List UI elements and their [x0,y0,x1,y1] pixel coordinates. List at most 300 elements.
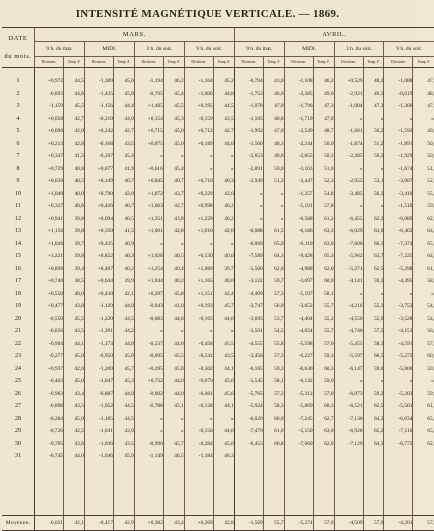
temperature-cell: » [413,288,434,301]
divisions-cell: -1,592 [384,125,413,138]
temperature-cell: 44,4 [113,100,134,113]
divisions-cell: -2,653 [234,150,263,163]
divisions-cell: +0,845 [134,175,163,188]
mean-cell: 42,9 [113,515,134,530]
table-row [2,175,434,188]
temperature-cell: 60,3 [313,400,334,413]
divisions-cell: +0,193 [184,300,213,313]
temperature-cell: 55, [413,188,434,201]
temperature-cell: 50,2 [363,125,384,138]
temperature-cell: 42,0 [213,188,234,201]
divisions-cell: » [234,188,263,201]
divisions-cell: » [134,325,163,338]
temperature-cell: » [363,113,384,126]
temperature-cell: 40,5 [163,250,184,263]
temperature-cell: 45,4 [113,150,134,163]
temperature-cell: 44,1 [213,363,234,376]
divisions-cell: -0,241 [184,350,213,363]
temperature-cell: 47, [413,75,434,88]
temperature-cell: 44,5 [113,400,134,413]
divisions-cell: +0,550 [35,288,64,301]
divisions-cell: +0,941 [35,213,64,226]
temperature-cell: » [363,375,384,388]
temperature-cell: 39,7 [64,238,85,251]
divisions-cell: -3,501 [234,325,263,338]
temperature-cell: 40,8 [64,163,85,176]
temperature-cell: 65,0 [263,238,284,251]
divisions-cell: -1,149 [134,450,163,463]
divisions-cell: -0,502 [184,363,213,376]
temperature-cell: 42,5 [64,425,85,438]
divisions-cell: -9,428 [284,250,313,263]
divisions-cell: +0,149 [84,175,113,188]
temperature-cell: 45,0 [64,375,85,388]
mean-cell: -5,274 [284,515,313,530]
divisions-cell: -0,683 [134,313,163,326]
temperature-cell: 42,7 [113,125,134,138]
divisions-cell: +0,347 [35,150,64,163]
temperature-cell: 40,7 [113,200,134,213]
temperature-cell: 52,3 [313,175,334,188]
table-row [2,200,434,213]
divisions-cell: » [234,213,263,226]
temperature-cell: 64, [413,250,434,263]
temperature-cell: » [163,413,184,426]
table-row [2,375,434,388]
divisions-cell: » [334,113,363,126]
day-cell: 15 [15,253,21,259]
divisions-cell: -7,600 [334,238,363,251]
period-header: MIDI. [284,42,334,57]
temperature-cell: 42,7 [64,113,85,126]
divisions-subheader: Divisions. [234,57,263,68]
divisions-cell: » [384,375,413,388]
temperature-cell: 42,0 [113,188,134,201]
temperature-cell: 47, [413,100,434,113]
temperature-cell: 60,5 [363,350,384,363]
divisions-cell: -4,988 [284,263,313,276]
temperature-cell: 38,5 [64,275,85,288]
day-cell: 25 [15,378,21,384]
day-cell: 20 [15,315,21,322]
month-header-march: MARS. [35,28,235,42]
temperature-cell: 61,5 [263,225,284,238]
temperature-cell: » [213,163,234,176]
table-row [2,238,434,251]
temperature-cell: 41,0 [163,300,184,313]
divisions-cell: -0,726 [35,425,64,438]
temperature-cell: 53,1 [363,175,384,188]
temperature-cell: 62,0 [313,438,334,451]
divisions-cell: -3,447 [284,175,313,188]
divisions-cell: -6,455 [234,438,263,451]
divisions-cell: » [334,163,363,176]
divisions-cell: -1,269 [84,363,113,376]
temperature-cell: 40,7 [163,175,184,188]
divisions-cell: +0,350 [84,225,113,238]
mean-cell: 43,4 [163,515,184,530]
temperature-cell: 41,9 [113,163,134,176]
divisions-subheader: Divisions. [134,57,163,68]
divisions-cell: +0,729 [35,163,64,176]
temperature-cell: 42,8 [64,138,85,151]
temperature-cell: 63,0 [313,238,334,251]
divisions-cell: +0,327 [35,200,64,213]
temperature-cell: » [163,425,184,438]
temperature-cell: 54,8 [313,188,334,201]
divisions-cell: +0,096 [35,125,64,138]
temperature-cell: 55,8 [263,338,284,351]
divisions-cell: +0,077 [84,163,113,176]
period-header: 3 h. du soir. [334,42,384,57]
temperature-cell: 59,0 [313,375,334,388]
divisions-cell: -0,950 [84,350,113,363]
divisions-cell: -3,528 [384,313,413,326]
temperature-cell: 59,3 [263,363,284,376]
table-row [2,400,434,413]
temperature-cell: 65, [413,238,434,251]
divisions-cell: -5,806 [384,363,413,376]
divisions-cell: +0,712 [184,125,213,138]
temperature-cell: 40,6 [263,150,284,163]
divisions-cell: -5,298 [384,263,413,276]
temperature-cell: 44,5 [64,75,85,88]
table-row [2,225,434,238]
divisions-cell: -4,555 [234,338,263,351]
divisions-cell: -7,129 [334,438,363,451]
temperature-cell: 59, [413,363,434,376]
temperature-cell: 49,3 [363,88,384,101]
temperature-cell: 43,6 [64,438,85,451]
divisions-cell: -7,374 [384,238,413,251]
day-cell: 3 [16,103,20,109]
divisions-cell [334,450,363,463]
divisions-cell: -0,458 [184,338,213,351]
temperature-cell: 62,0 [263,263,284,276]
divisions-cell: +1,221 [35,250,64,263]
temperature-cell: 64,3 [363,438,384,451]
temperature-cell: 59, [413,388,434,401]
temperature-cell: » [213,150,234,163]
temperature-cell: 65, [413,413,434,426]
temperature-cell: 46,2 [163,75,184,88]
divisions-cell: -4,550 [334,313,363,326]
day-cell: 11 [15,203,21,209]
table-row [2,113,434,126]
temperature-cell: 44,0 [163,375,184,388]
divisions-cell: -1,078 [234,100,263,113]
table-row [2,188,434,201]
date-column-header [2,28,35,68]
temperature-cell [413,450,434,463]
temperature-cell: 45,3 [163,113,184,126]
divisions-cell: » [134,150,163,163]
temperature-cell: 50,0 [313,138,334,151]
divisions-cell: -0,643 [134,300,163,313]
day-cell: 31 [15,453,21,459]
divisions-cell: -0,898 [35,400,64,413]
divisions-cell: -2,385 [334,150,363,163]
divisions-cell [234,450,263,463]
table-row [2,300,434,313]
day-cell: 2 [16,90,20,97]
temperature-cell: 59,7 [263,275,284,288]
temperature-cell: 56,3 [363,188,384,201]
divisions-cell: -1,185 [84,413,113,426]
divisions-cell: -7,060 [284,438,313,451]
divisions-cell: -0,284 [184,438,213,451]
temperature-cell: 65,2 [363,425,384,438]
temperature-cell: 42,7 [163,200,184,213]
date-header-line2: du mois. [4,53,32,60]
temperature-cell: 49, [413,125,434,138]
mean-cell: -4,509 [334,515,363,530]
temperature-cell: 59,0 [363,363,384,376]
divisions-cell: +1,010 [184,225,213,238]
divisions-cell: -3,607 [384,175,413,188]
divisions-cell: » [184,325,213,338]
divisions-cell: +0,740 [35,275,64,288]
temperature-cell: » [163,325,184,338]
temperature-cell: 49,0 [313,88,334,101]
day-cell: 1 [16,78,20,84]
temperature-cell: 50,2 [363,150,384,163]
divisions-cell: -6,073 [334,388,363,401]
divisions-cell: -1,105 [234,113,263,126]
divisions-cell: -0,165 [184,313,213,326]
temperature-cell: 44,0 [64,450,85,463]
divisions-cell: » [134,425,163,438]
divisions-cell: -1,710 [284,113,313,126]
temperature-cell: 45,4 [163,163,184,176]
divisions-cell: » [184,150,213,163]
divisions-cell: -4,404 [284,313,313,326]
divisions-cell: -1,681 [334,125,363,138]
divisions-cell: -0,904 [35,338,64,351]
divisions-cell: -1,036 [84,438,113,451]
temperature-cell: 57,3 [263,388,284,401]
mean-cell: -0,417 [84,515,113,530]
temperature-cell: 61,0 [263,425,284,438]
divisions-cell: -3,695 [234,313,263,326]
temperature-subheader: Temp. F. [363,57,384,68]
day-cell: 29 [15,428,21,434]
temperature-cell: 46,0 [263,88,284,101]
divisions-cell: +0,195 [184,100,213,113]
divisions-cell: +1,028 [134,250,163,263]
temperature-cell: » [363,200,384,213]
temperature-cell: 44,8 [213,88,234,101]
divisions-cell: -2,747 [234,300,263,313]
divisions-cell: -0,002 [134,388,163,401]
divisions-cell: -2,955 [334,175,363,188]
divisions-cell: -0,856 [35,325,64,338]
divisions-cell: -4,746 [334,325,363,338]
divisions-cell: -1,194 [134,75,163,88]
divisions-cell: -3,122 [234,275,263,288]
divisions-cell: -3,163 [284,163,313,176]
divisions-cell: -7,245 [284,413,313,426]
divisions-cell: -0,537 [134,338,163,351]
temperature-cell: 45,5 [163,350,184,363]
temperature-cell: 45,0 [163,363,184,376]
temperature-cell: 43,8 [163,213,184,226]
temperature-cell: 61,2 [313,213,334,226]
divisions-cell: -7,136 [334,413,363,426]
temperature-cell: 50, [413,150,434,163]
temperature-cell: 44,5 [213,100,234,113]
divisions-cell: -5,545 [234,375,263,388]
temperature-cell: 63,7 [363,250,384,263]
temperature-cell: 40,0 [64,188,85,201]
temperature-cell: 48,2 [363,75,384,88]
temperature-cell: 60,0 [313,275,334,288]
divisions-cell: -6,588 [284,213,313,226]
temperature-cell: 59, [413,200,434,213]
divisions-cell: -1,052 [84,400,113,413]
temperature-cell: » [413,113,434,126]
divisions-cell: -3,410 [384,188,413,201]
table-row [2,125,434,138]
temperature-cell [363,450,384,463]
mean-cell: 57, [413,515,434,530]
temperature-cell: 45,0 [113,350,134,363]
divisions-cell: -1,753 [234,88,263,101]
day-cell: 19 [15,303,21,309]
temperature-cell: 64,3 [363,413,384,426]
divisions-cell: +0,425 [84,238,113,251]
temperature-cell: 58,3 [363,338,384,351]
divisions-cell: » [184,238,213,251]
temperature-cell: 46,5 [163,450,184,463]
divisions-cell: +1,351 [134,213,163,226]
divisions-cell: -6,928 [334,425,363,438]
temperature-cell: 52, [413,175,434,188]
temperature-cell: 55,7 [313,325,334,338]
temperature-cell: 59,3 [313,350,334,363]
divisions-cell: -2,921 [334,88,363,101]
divisions-cell: +0,213 [35,138,64,151]
temperature-subheader: Temp. F. [213,57,234,68]
temperature-cell: 45,5 [163,100,184,113]
divisions-cell: -6,110 [284,238,313,251]
temperature-cell: 63,0 [363,225,384,238]
table-row [2,288,434,301]
temperature-cell: 44,0 [163,338,184,351]
day-cell: 24 [15,365,21,372]
temperature-cell: 50,0 [263,163,284,176]
table-row [2,388,434,401]
day-cell: 27 [15,403,21,409]
temperature-cell: 61, [413,400,434,413]
divisions-cell: +0,189 [184,138,213,151]
divisions-cell: -2,949 [234,175,263,188]
temperature-cell: 42,8 [163,225,184,238]
temperature-cell: » [213,325,234,338]
divisions-subheader: Divisions. [334,57,363,68]
temperature-cell: 57,8 [313,200,334,213]
temperature-cell: 46,2 [313,75,334,88]
divisions-cell: -6,165 [234,363,263,376]
table-row [2,88,434,101]
day-cell: 12 [15,215,21,222]
temperature-cell: 62,0 [313,263,334,276]
mean-cell: 57,9 [363,515,384,530]
divisions-cell: -6,227 [284,350,313,363]
divisions-cell: +1,165 [184,275,213,288]
temperature-cell: 48,7 [313,125,334,138]
spacer-row [2,68,434,76]
divisions-cell: -0,705 [35,438,64,451]
divisions-cell: -4,409 [234,288,263,301]
divisions-cell: +1,254 [134,263,163,276]
temperature-cell: 63,3 [313,225,334,238]
divisions-cell: » [334,288,363,301]
table-row [2,413,434,426]
divisions-cell: +1,040 [35,188,64,201]
period-header: 3 h. du soir. [134,42,184,57]
table-row [2,450,434,463]
divisions-cell: -1,047 [84,375,113,388]
temperature-cell: 43,7 [163,188,184,201]
divisions-cell: -3,752 [384,300,413,313]
temperature-cell: 57,0 [313,338,334,351]
temperature-cell: 62, [413,213,434,226]
divisions-cell: +1,063 [134,200,163,213]
temperature-cell: » [363,163,384,176]
divisions-cell: -6,029 [334,225,363,238]
day-cell: 28 [15,415,21,422]
divisions-cell: -6,402 [384,225,413,238]
temperature-cell: 58,1 [263,375,284,388]
divisions-cell: +0,207 [134,288,163,301]
divisions-cell: » [334,375,363,388]
temperature-cell: 44,1 [64,338,85,351]
temperature-cell: 45,5 [64,100,85,113]
temperature-cell: 48, [413,88,434,101]
temperature-cell: 53,7 [263,313,284,326]
divisions-cell: -1,560 [234,138,263,151]
temperature-cell: 40,9 [113,238,134,251]
temperature-cell: 45,6 [213,388,234,401]
divisions-cell: -0,168 [84,138,113,151]
temperature-cell: 45,1 [163,400,184,413]
temperature-cell: » [263,188,284,201]
divisions-cell: +0,972 [35,75,64,88]
divisions-cell: +0,529 [334,75,363,88]
divisions-cell: +0,075 [134,138,163,151]
temperature-cell [263,450,284,463]
temperature-cell: 40,7 [113,175,134,188]
divisions-cell: -3,485 [334,188,363,201]
divisions-cell [384,450,413,463]
temperature-cell: 60,8 [263,438,284,451]
temperature-cell: 57,3 [263,288,284,301]
temperature-cell: 45,7 [163,438,184,451]
temperature-cell: 43,5 [64,325,85,338]
table-row [2,325,434,338]
divisions-cell: -3,456 [234,350,263,363]
divisions-cell: +1,046 [35,238,64,251]
divisions-cell: -6,186 [284,225,313,238]
temperature-cell: 44,0 [213,425,234,438]
divisions-cell: » [134,413,163,426]
divisions-cell: -6,147 [334,363,363,376]
day-cell: 10 [15,190,21,197]
temperature-cell: 43,5 [113,138,134,151]
temperature-cell: 42,1 [113,288,134,301]
temperature-cell: 43,4 [64,388,85,401]
